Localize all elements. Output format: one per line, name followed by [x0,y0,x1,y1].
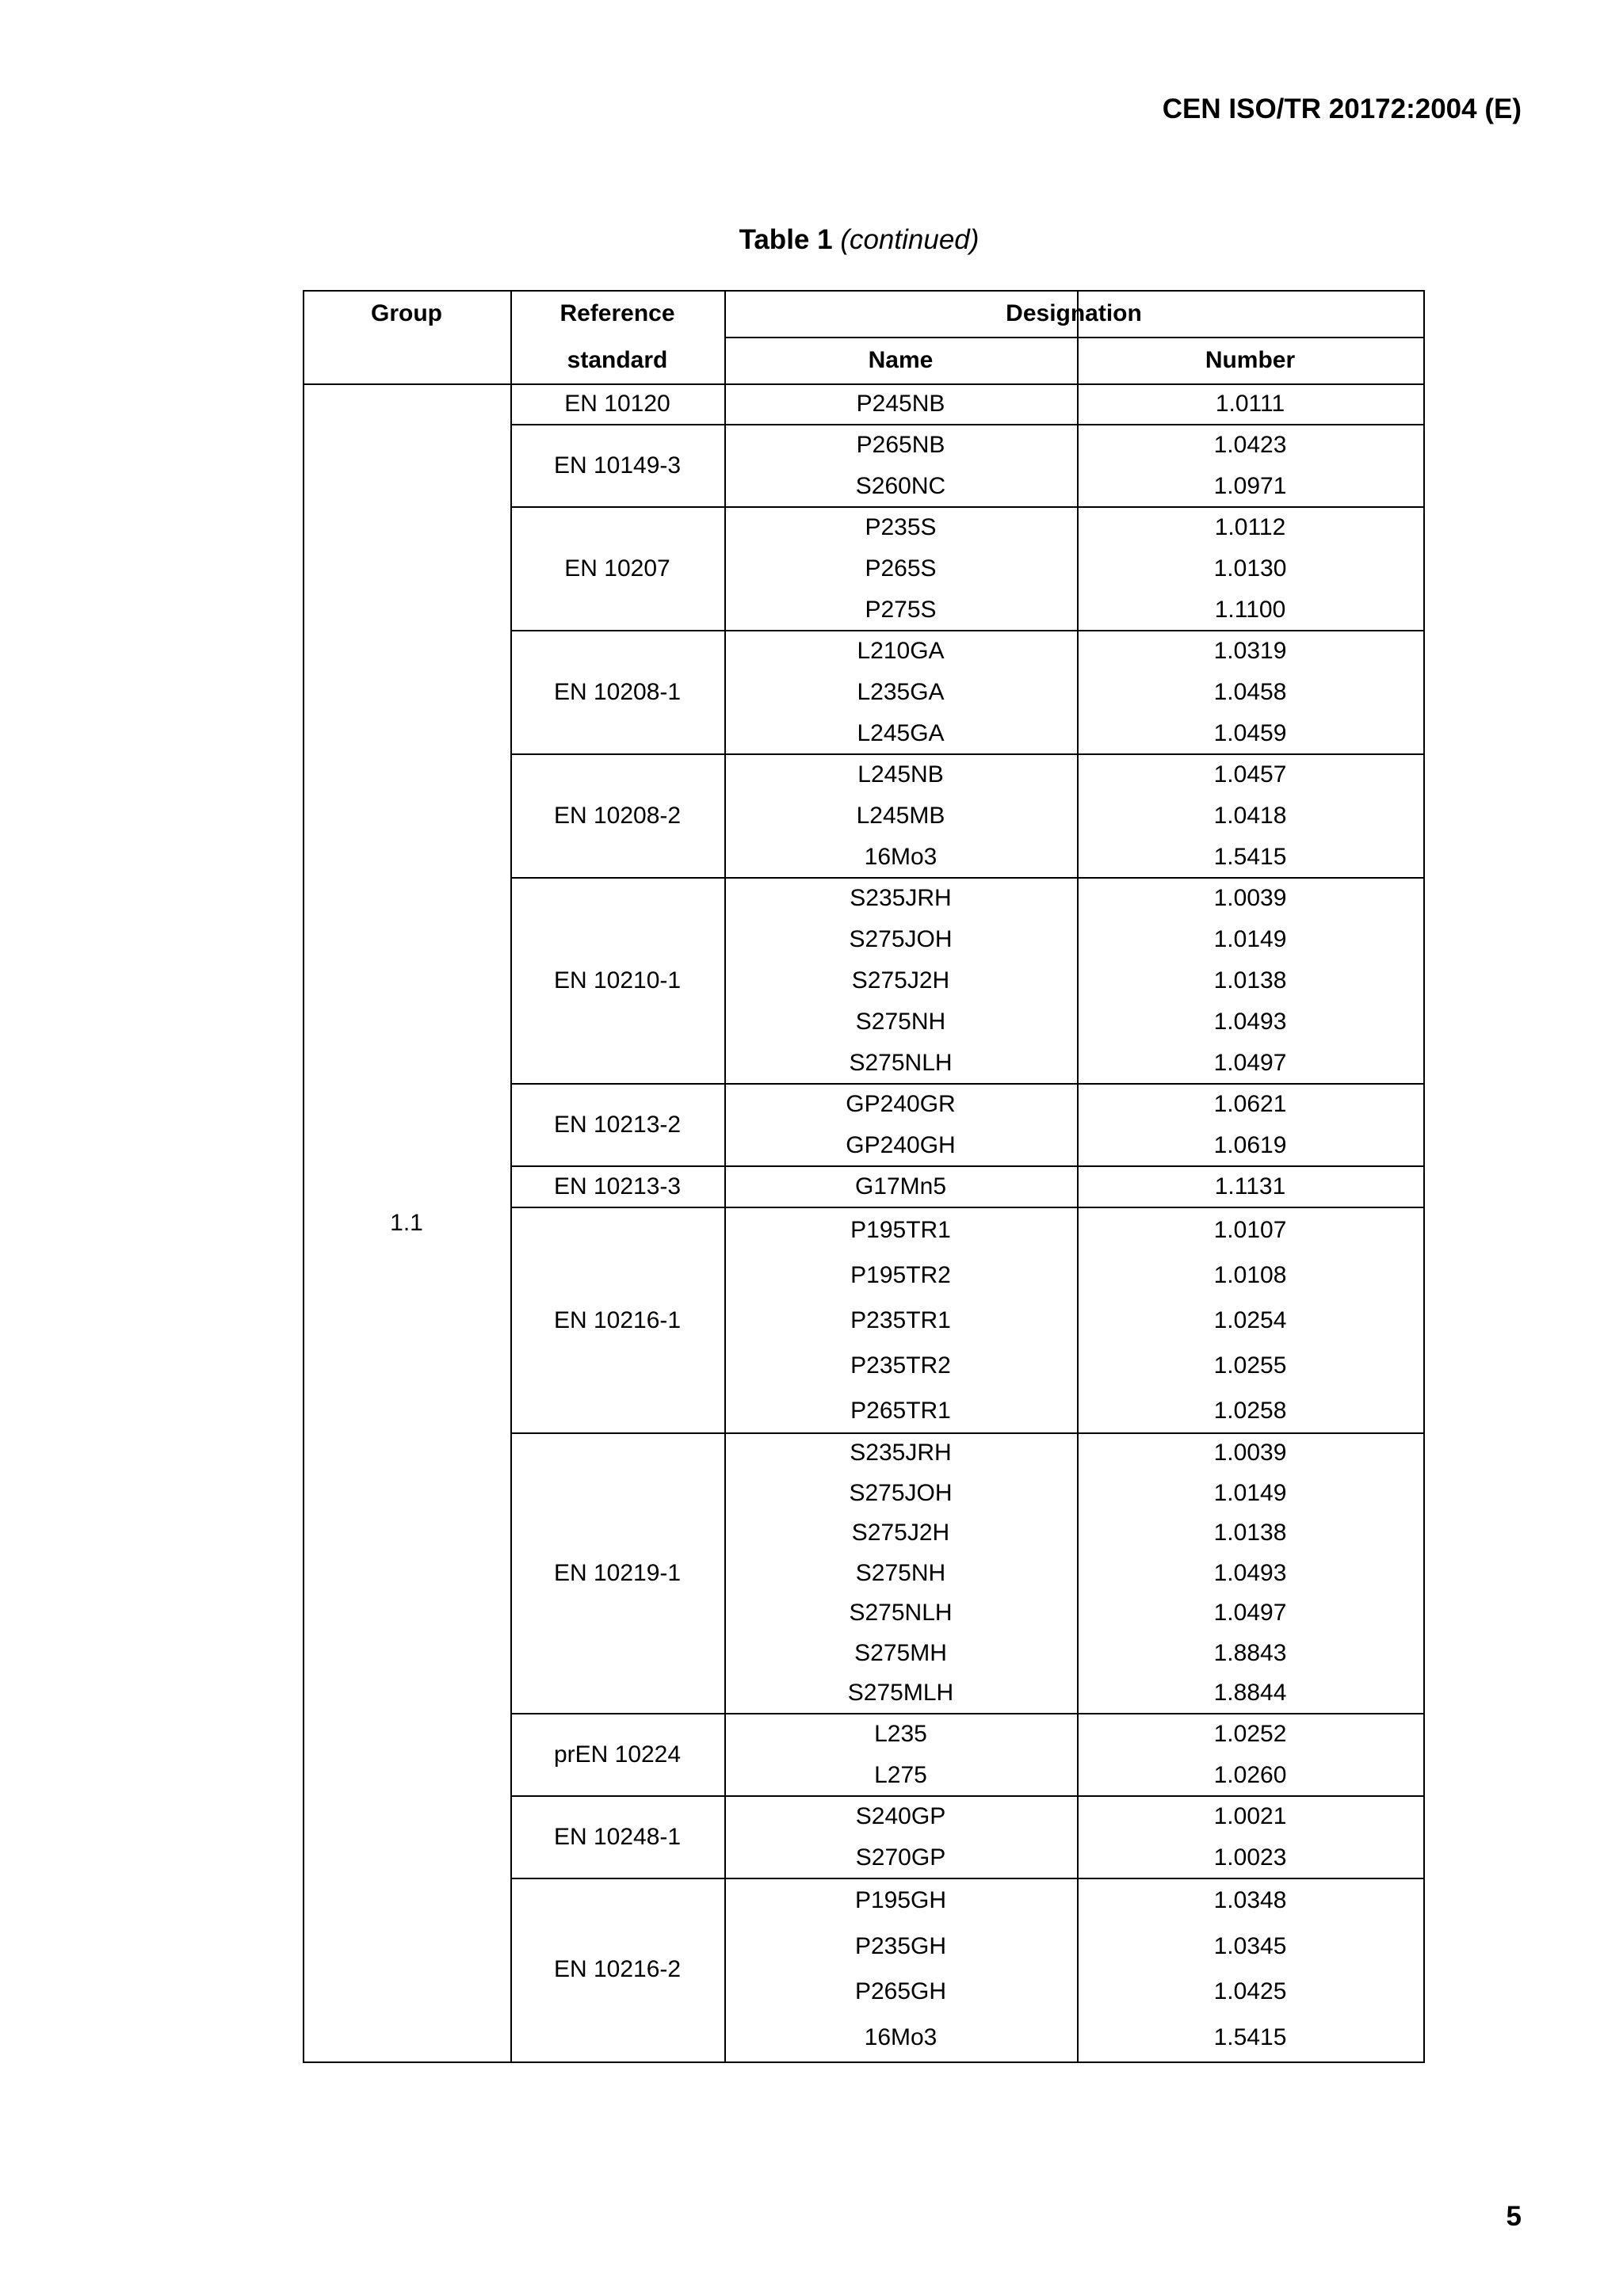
designation-number-cell: 1.0493 [1213,1009,1287,1035]
designation-name-cell: P235GH [854,1932,947,1959]
block-separator-line [510,877,1425,879]
designation-name-cell: S275JOH [849,926,953,952]
page-number: 5 [1506,2201,1522,2232]
header-bottom-line [303,383,1425,385]
designation-name-cell: P195TR2 [850,1261,951,1288]
designation-number-cell: 1.1100 [1214,597,1286,623]
reference-standard-cell: EN 10213-3 [553,1173,682,1199]
designation-number-cell: 1.8844 [1213,1680,1287,1707]
designation-number-cell: 1.0621 [1213,1091,1287,1117]
designation-number-cell: 1.0149 [1213,926,1287,952]
designation-number-cell: 1.0021 [1213,1802,1287,1829]
group-value-cell: 1.1 [390,1210,423,1236]
designation-name-cell: S275NH [855,1009,946,1035]
designation-number-cell: 1.0425 [1213,1978,1287,2005]
designation-name-cell: P195TR1 [850,1216,951,1243]
designation-name-cell: P195GH [854,1887,947,1914]
designation-number-cell: 1.0039 [1213,1440,1287,1466]
designation-name-cell: S275NLH [849,1600,953,1627]
block-separator-line [510,1795,1425,1797]
designation-number-cell: 1.5415 [1213,2023,1287,2050]
designation-name-cell: L245MB [856,803,945,829]
steel-designation-table [303,290,1425,2063]
designation-number-cell: 1.0130 [1213,555,1287,582]
designation-name-cell: S275JOH [849,1479,953,1506]
table-column-line [724,290,726,2063]
designation-number-cell: 1.0497 [1213,1600,1287,1627]
reference-standard-cell: EN 10248-1 [553,1823,682,1850]
designation-name-cell: S275J2H [851,1520,950,1547]
designation-number-cell: 1.0459 [1213,720,1287,746]
designation-name-cell: S275NH [855,1559,946,1586]
designation-name-cell: L235 [874,1720,927,1747]
reference-standard-cell: EN 10216-2 [553,1955,682,1982]
designation-number-cell: 1.0497 [1213,1050,1287,1076]
designation-number-cell: 1.0493 [1213,1559,1287,1586]
designation-name-cell: P275S [865,597,937,623]
designation-name-cell: L245GA [857,720,945,746]
designation-name-cell: S235JRH [850,1440,952,1466]
block-separator-line [510,1165,1425,1167]
designation-name-cell: GP240GR [846,1091,956,1117]
designation-name-cell: GP240GH [846,1132,956,1158]
designation-number-cell: 1.0138 [1213,1520,1287,1547]
designation-name-cell: P265S [865,555,937,582]
designation-name-cell: G17Mn5 [854,1173,947,1199]
reference-standard-cell: EN 10216-1 [553,1306,682,1333]
designation-name-cell: P265GH [854,1978,947,2005]
table-border-top [303,290,1425,292]
designation-number-cell: 1.0423 [1213,432,1287,458]
document-header: CEN ISO/TR 20172:2004 (E) [1162,93,1522,124]
block-separator-line [510,1432,1425,1434]
designation-number-cell: 1.0107 [1213,1216,1287,1243]
designation-name-cell: L245NB [857,761,944,788]
table-column-line [1423,290,1425,2063]
reference-standard-cell: EN 10208-2 [553,803,682,829]
reference-standard-cell: EN 10213-2 [553,1112,682,1138]
designation-name-cell: P235TR2 [850,1352,951,1379]
designation-number-cell: 1.0345 [1213,1932,1287,1959]
designation-name-cell: 16Mo3 [864,2023,938,2050]
header-group: Group [371,300,442,326]
designation-number-cell: 1.0252 [1213,1720,1287,1747]
designation-number-cell: 1.8843 [1213,1639,1287,1666]
designation-name-cell: L235GA [857,679,945,705]
designation-name-cell: P235S [865,514,937,540]
designation-number-cell: 1.0039 [1213,885,1287,911]
header-number: Number [1205,347,1296,373]
reference-standard-cell: prEN 10224 [553,1741,682,1768]
header-name: Name [868,347,934,373]
designation-number-cell: 1.0260 [1213,1761,1287,1788]
designation-name-cell: P245NB [856,391,945,417]
designation-name-cell: P265TR1 [850,1397,951,1424]
table-border-bottom [303,2061,1425,2063]
block-separator-line [510,753,1425,755]
designation-name-cell: S275J2H [851,967,950,994]
designation-number-cell: 1.0149 [1213,1479,1287,1506]
reference-standard-cell: EN 10208-1 [553,679,682,705]
designation-number-cell: 1.1131 [1214,1173,1286,1199]
designation-number-cell: 1.0258 [1213,1397,1287,1424]
table-caption-note: (continued) [840,224,980,255]
header-standard: standard [567,347,668,373]
designation-number-cell: 1.0457 [1213,761,1287,788]
designation-number-cell: 1.0619 [1213,1132,1287,1158]
block-separator-line [510,1713,1425,1714]
designation-number-cell: 1.0138 [1213,967,1287,994]
designation-number-cell: 1.0319 [1213,638,1287,664]
designation-name-cell: S240GP [855,1802,946,1829]
designation-number-cell: 1.5415 [1213,844,1287,870]
designation-number-cell: 1.0971 [1213,473,1287,499]
designation-name-cell: S260NC [855,473,946,499]
table-caption [0,224,1623,256]
reference-standard-cell: EN 10120 [564,391,670,417]
designation-number-cell: 1.0111 [1215,391,1285,417]
designation-name-cell: L275 [874,1761,927,1788]
block-separator-line [510,1083,1425,1085]
reference-standard-cell: EN 10210-1 [553,967,682,994]
designation-number-cell: 1.0348 [1213,1887,1287,1914]
designation-number-cell: 1.0108 [1213,1261,1287,1288]
designation-number-cell: 1.0112 [1214,514,1286,540]
reference-standard-cell: EN 10219-1 [553,1559,682,1586]
designation-name-cell: 16Mo3 [864,844,938,870]
designation-name-cell: S275MH [854,1639,947,1666]
designation-number-cell: 1.0458 [1213,679,1287,705]
designation-number-cell: 1.0255 [1213,1352,1287,1379]
header-designation: Designation [1006,300,1142,326]
header-reference: Reference [559,300,675,326]
designation-name-cell: L210GA [857,638,945,664]
block-separator-line [510,1207,1425,1208]
table-caption-label: Table 1 [739,224,833,255]
header-divider-line [724,337,1425,338]
designation-name-cell: P265NB [856,432,945,458]
designation-name-cell: S275NLH [849,1050,953,1076]
designation-number-cell: 1.0023 [1213,1844,1287,1871]
block-separator-line [510,424,1425,425]
designation-number-cell: 1.0254 [1213,1306,1287,1333]
table-column-line [510,290,512,2063]
block-separator-line [510,506,1425,508]
block-separator-line [510,1878,1425,1879]
block-separator-line [510,630,1425,631]
designation-name-cell: S270GP [855,1844,946,1871]
table-column-line [303,290,304,2063]
reference-standard-cell: EN 10149-3 [553,452,682,479]
designation-name-cell: P235TR1 [850,1306,951,1333]
designation-name-cell: S235JRH [850,885,952,911]
designation-name-cell: S275MLH [847,1680,954,1707]
reference-standard-cell: EN 10207 [564,555,670,582]
table-column-line [1077,290,1079,2063]
designation-number-cell: 1.0418 [1213,803,1287,829]
